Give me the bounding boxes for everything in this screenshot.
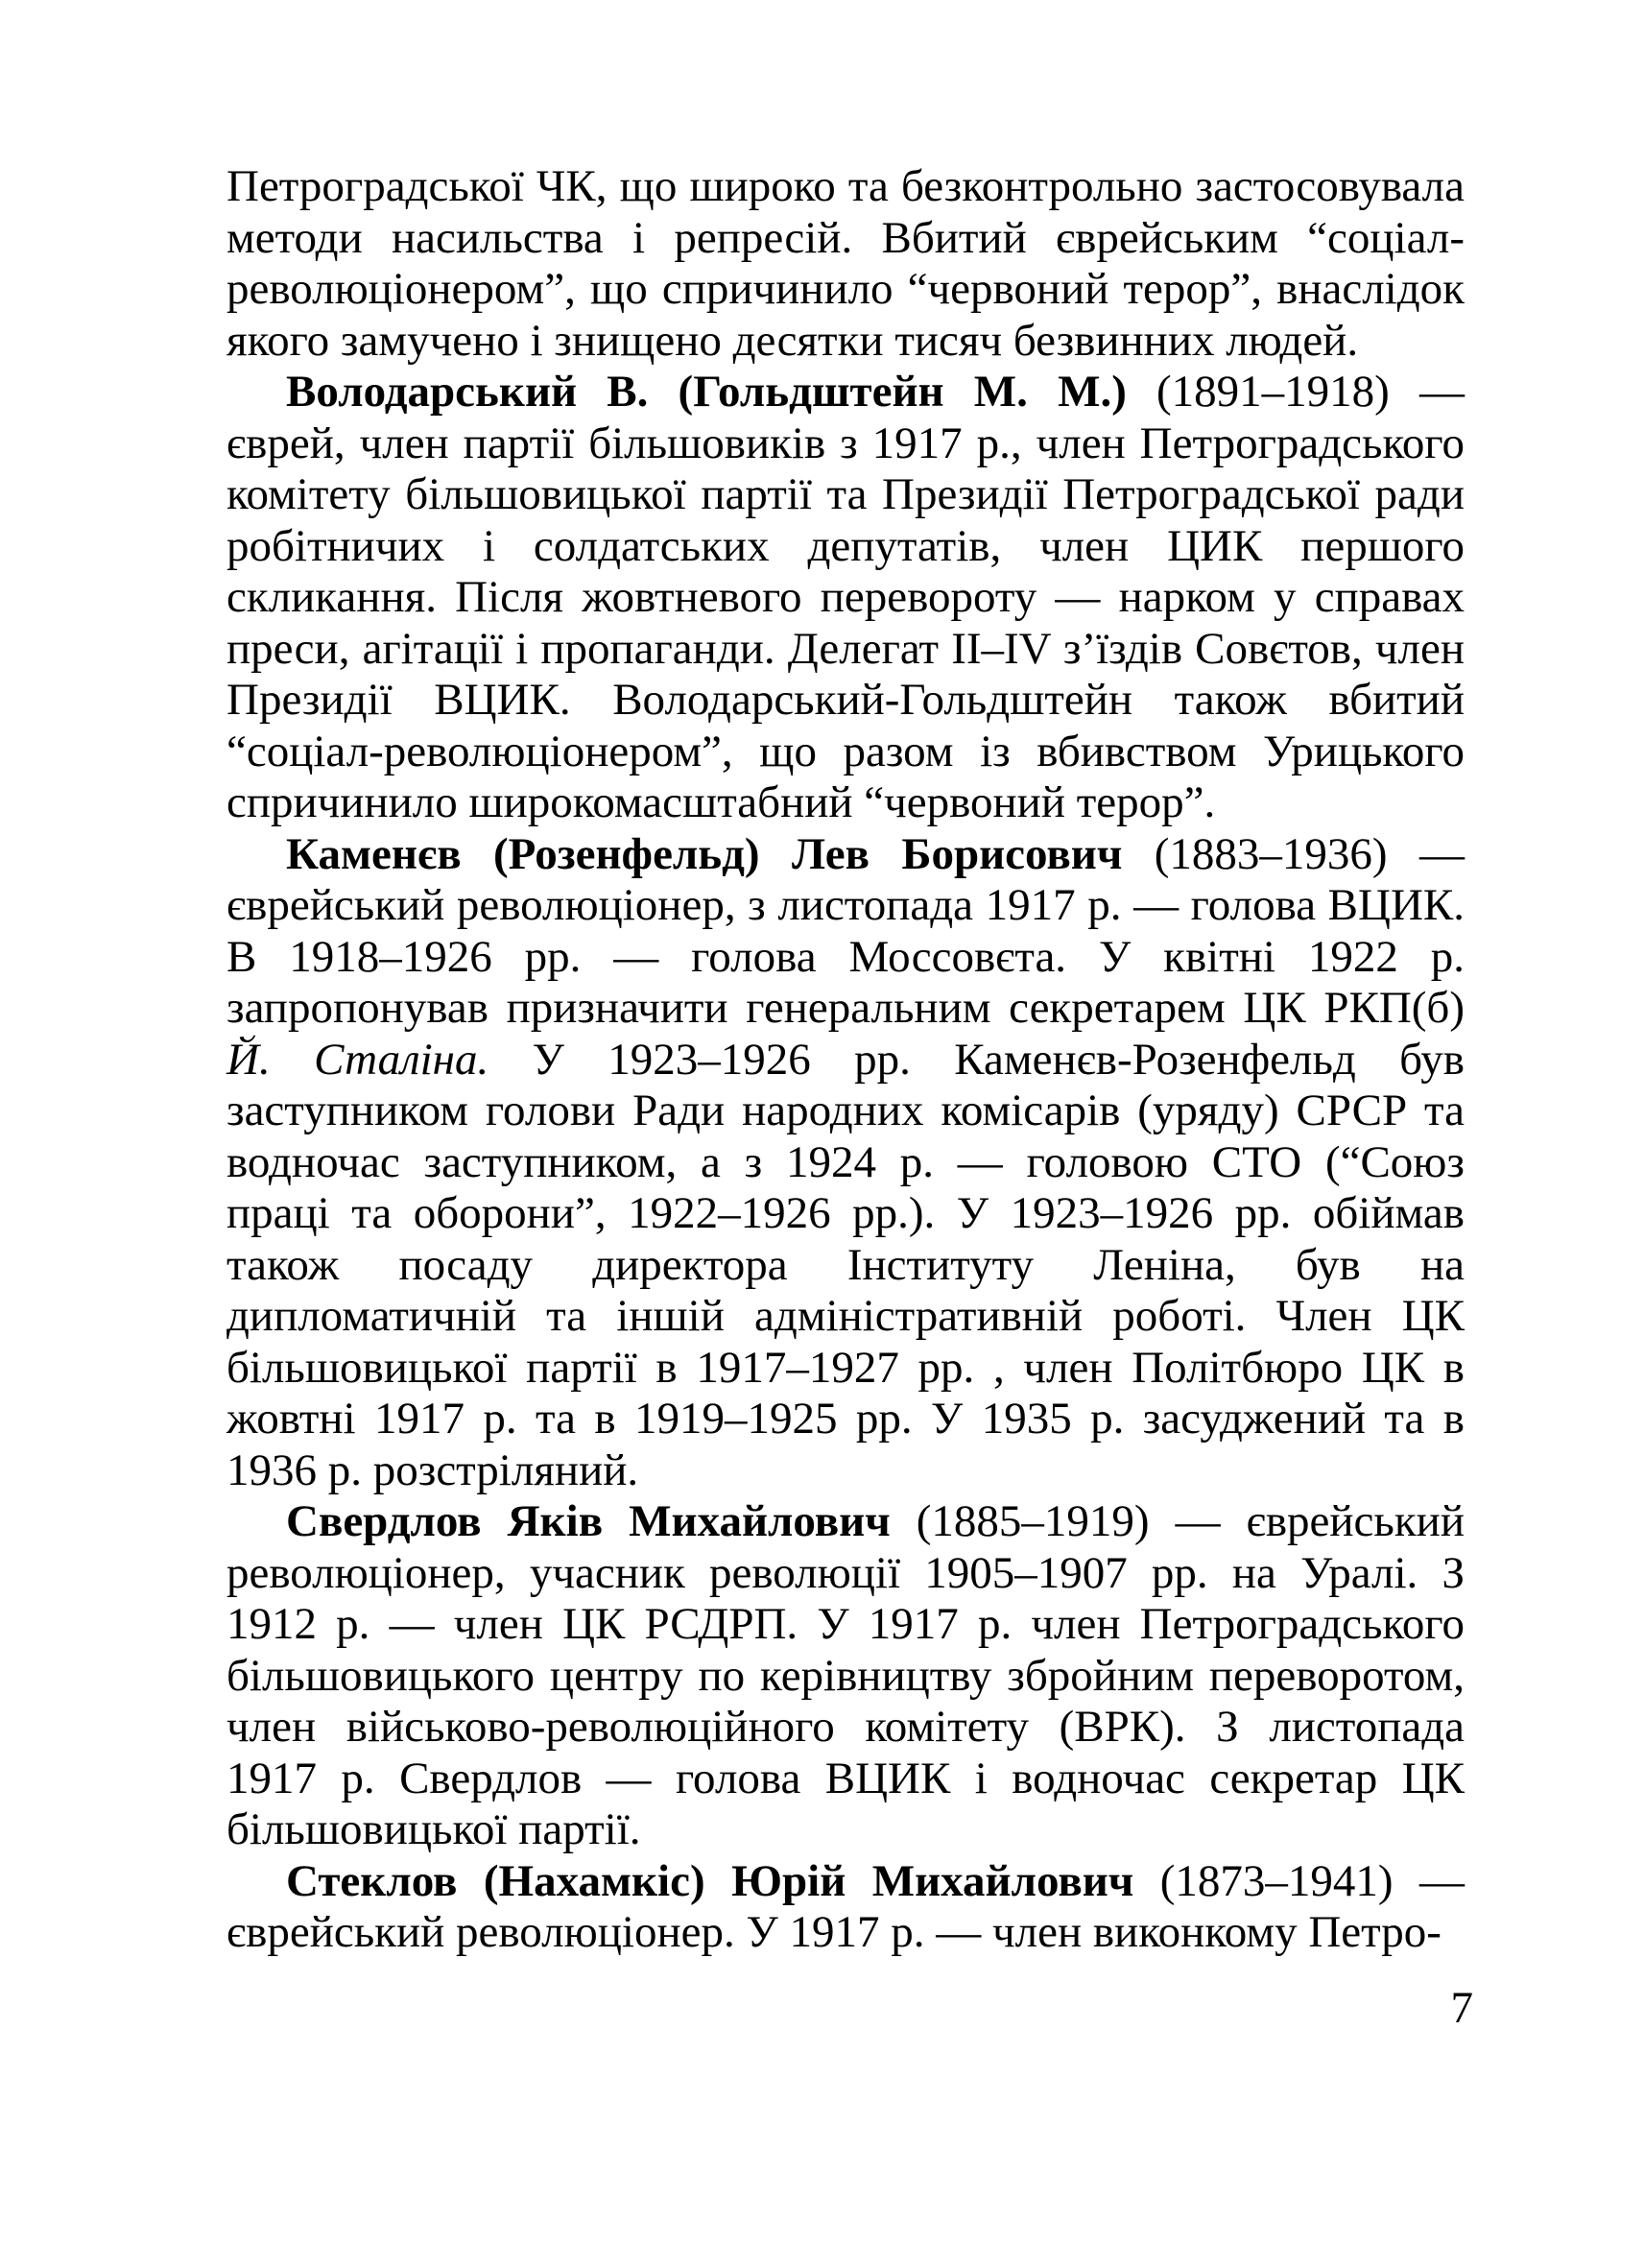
entry-steklov <box>226 1856 1465 1959</box>
entry-name: Свердлов Яків Михайлович <box>286 1496 891 1546</box>
entry-volodarsky <box>226 367 1465 829</box>
entry-sverdlov <box>226 1496 1465 1856</box>
entry-text: (1885–1919) — єврейський революціонер, учасник революції 1905–1907 рр. на Уралі. З 1912 р. — член ЦК РСДРП. У 1917 р. член Петроградського більшовицького центру по керівництву збройним переворотом, член військово-революційного комітету (ВРК). З листопада 1917 р. Свердлов — голова ВЦИК і водночас секретар ЦК більшовицької партії. <box>226 1496 1465 1854</box>
page-number: 7 <box>1450 1983 1473 2033</box>
entry-name: Каменєв (Розенфельд) Лев Борисович <box>286 828 1123 879</box>
entry-text: У 1923–1926 рр. Каменєв-Розенфельд був заступником голови Ради народних комісарів (уряду) СРСР та водночас заступником, а з 1924 р. — головою СТО (“Союз праці та оборони”, 1922–1926 рр.). У 1923–1926 рр. обіймав також посаду директора Інституту Леніна, був на дипломатичній та іншій адміністративній роботі. Член ЦК більшовицької партії в 1917–1927 рр. , член Політбюро ЦК в жовтні 1917 р. та в 1919–1925 рр. У 1935 р. засуджений та в 1936 р. розстріляний. <box>226 1034 1465 1495</box>
page-body <box>226 161 1465 1959</box>
entry-text: (1891–1918) — єврей, член партії більшовиків з 1917 р., член Петроградського комітету більшовицької партії та Президії Петроградської ради робітничих і солдатських депутатів, член ЦИК першого скликання. Після жовтневого перевороту — нарком у справах преси, агітації і пропаганди. Делегат II–IV з’їздів Совєтов, член Президії ВЦИК. Володарський-Гольдштейн також вбитий “соціал-революціонером”, що разом із вбивством Урицького спричинило широкомасштабний “червоний терор”. <box>226 367 1465 827</box>
entry-text: (1873–1941) — єврейський революціонер. У 1917 р. — член виконкому Петро- <box>226 1855 1465 1957</box>
paragraph-continuation <box>226 161 1465 367</box>
entry-italic-name: Й. Сталіна. <box>226 1034 489 1085</box>
entry-name: Володарський В. (Гольдштейн М. М.) <box>286 367 1127 417</box>
entry-kamenev <box>226 829 1465 1497</box>
entry-text: (1883–1936) — єврейський революціонер, з листопада 1917 р. — голова ВЦИК. В 1918–1926 рр. — голова Моссовєта. У квітні 1922 р. запропонував призначити генеральним секретарем ЦК РКП(б) <box>226 828 1465 1033</box>
paragraph-text: Петроградської ЧК, що широко та безконтрольно застосовувала методи насильства і репресій. Вбитий єврейським “соціал-революціонером”, що спричинило “червоний терор”, внаслідок якого замучено і знищено десятки тисяч безвинних людей. <box>226 161 1465 366</box>
entry-name: Стеклов (Нахамкіс) Юрій Михайлович <box>286 1855 1134 1906</box>
